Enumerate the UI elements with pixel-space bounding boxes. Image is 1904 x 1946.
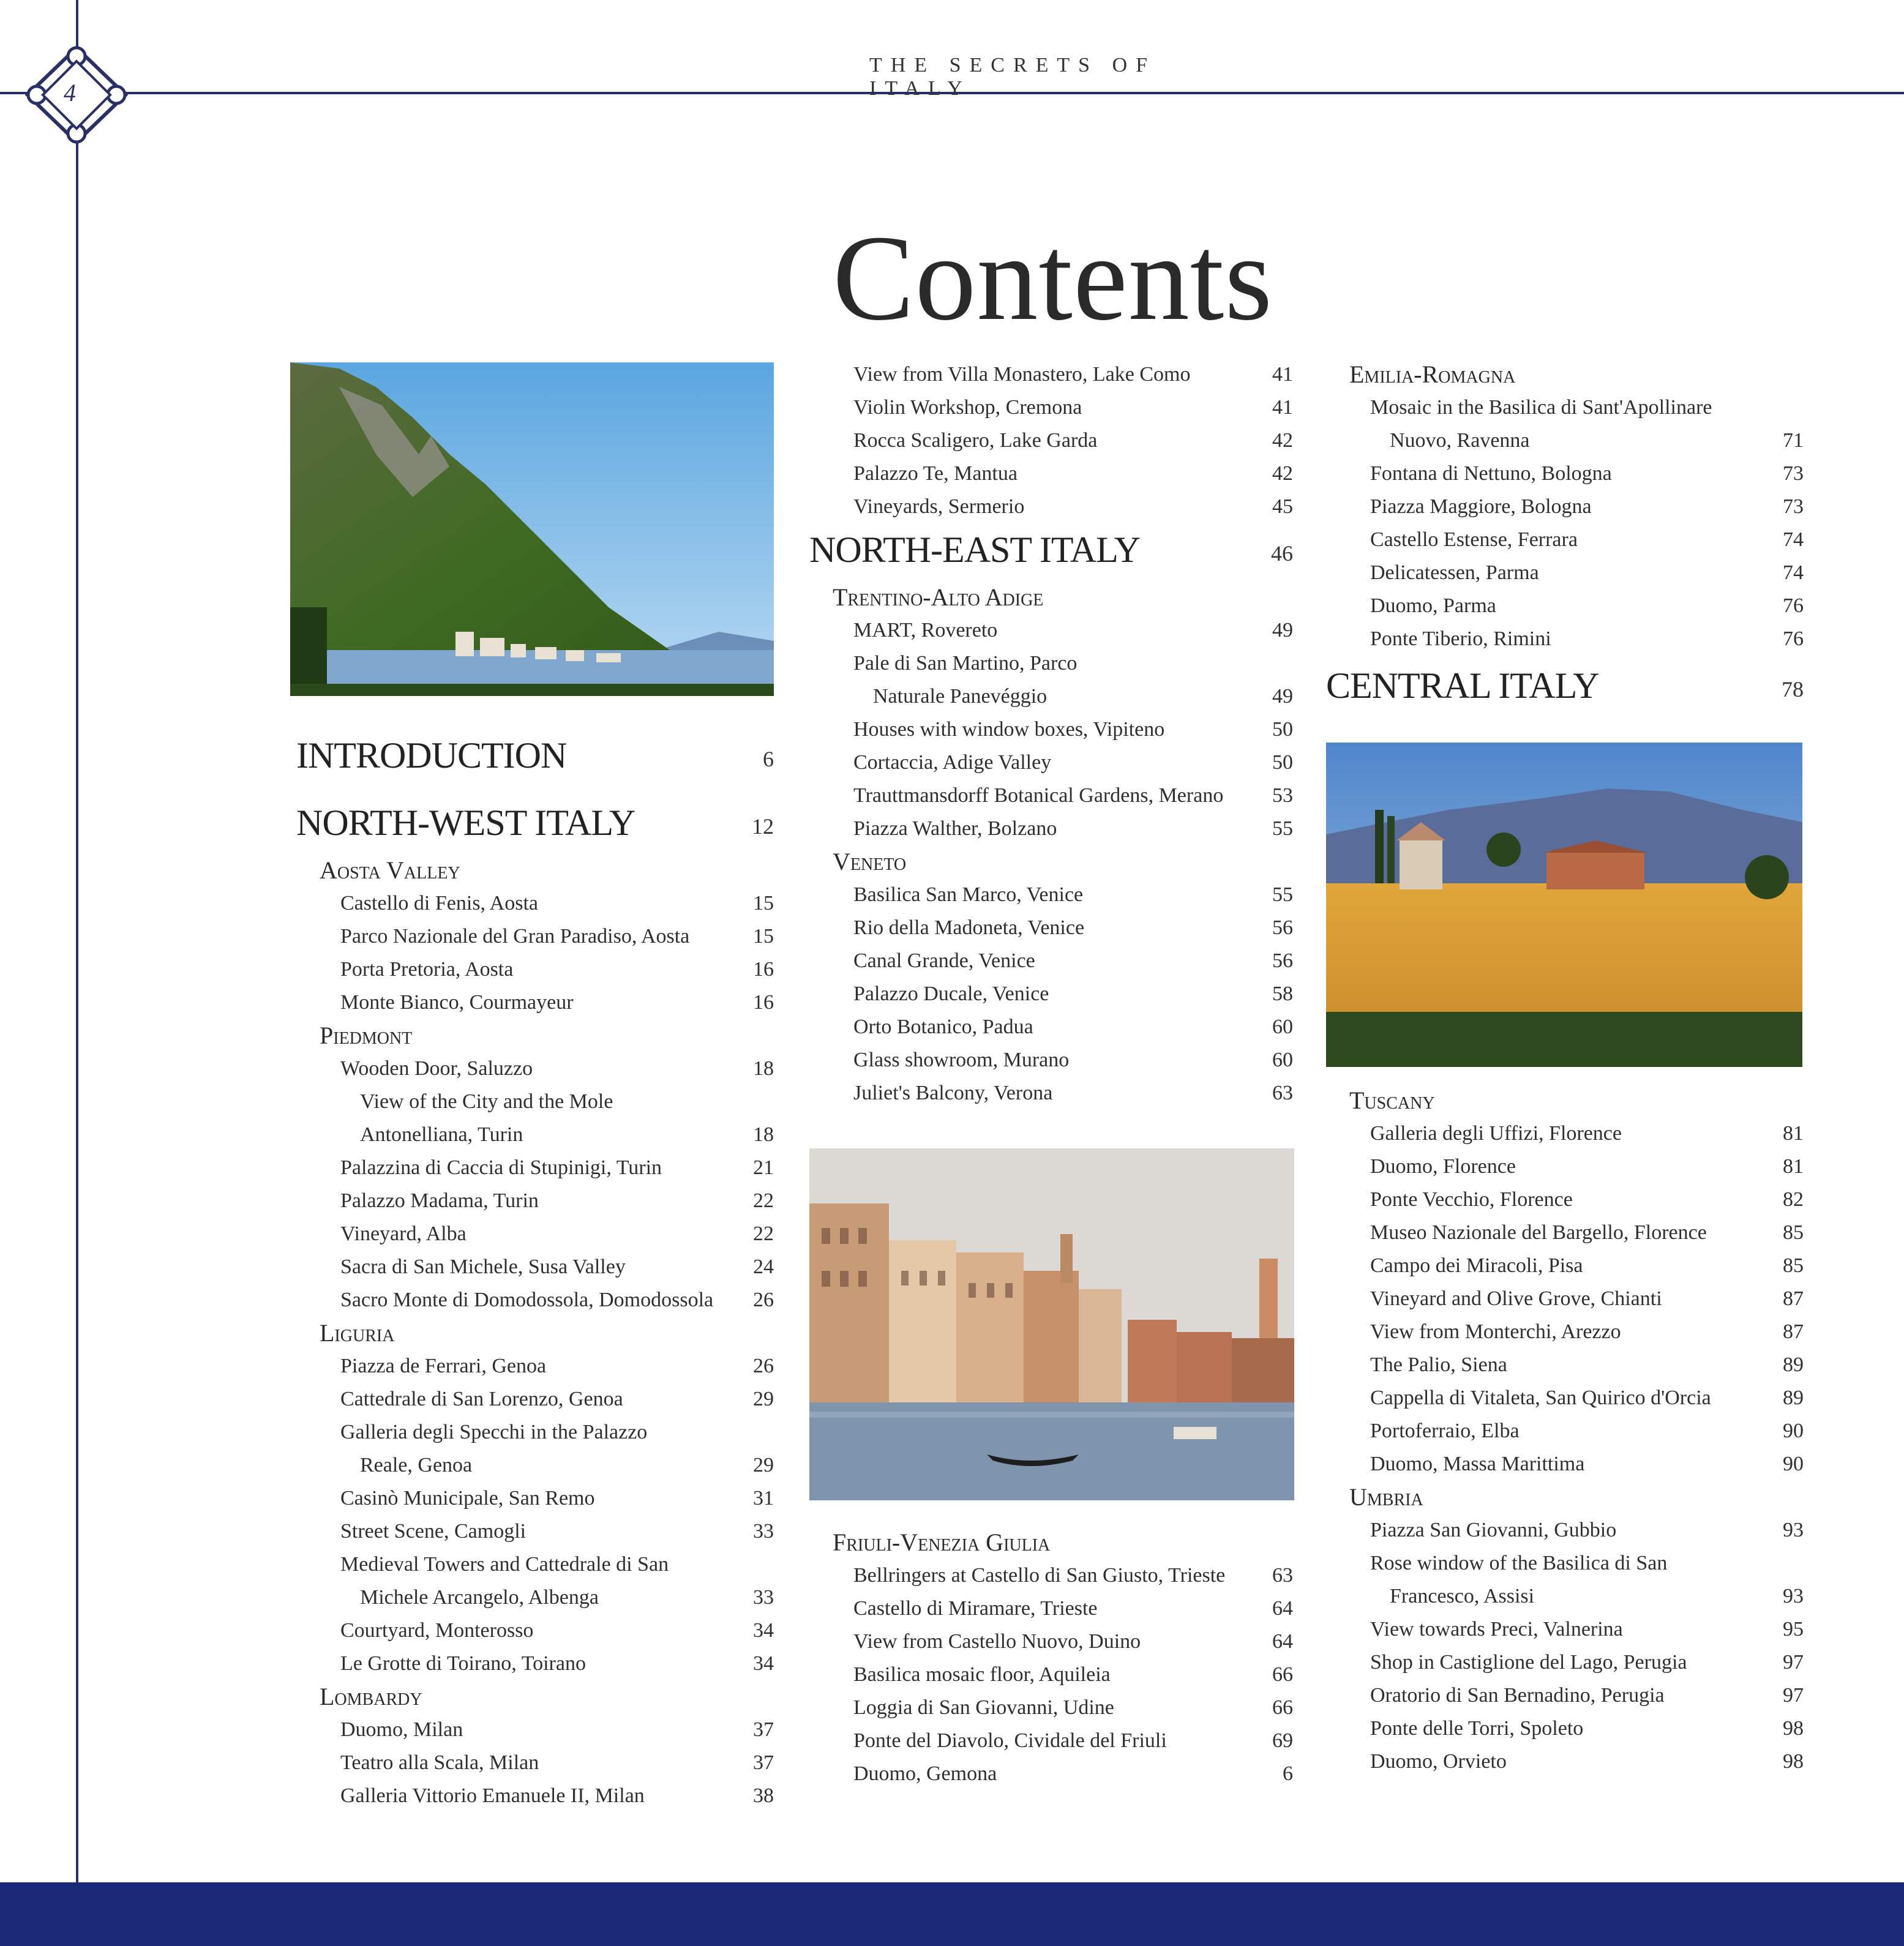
- toc-entry-page: 74: [1783, 528, 1804, 551]
- toc-entry[interactable]: [809, 878, 1299, 911]
- toc-entry-title: Nuovo, Ravenna: [1390, 429, 1530, 452]
- toc-entry[interactable]: [296, 1052, 780, 1085]
- toc-entry[interactable]: [296, 920, 780, 953]
- toc-section-central[interactable]: [1326, 656, 1810, 717]
- toc-entry[interactable]: [296, 953, 780, 986]
- toc-entry[interactable]: [809, 945, 1299, 978]
- entry-list: [1326, 391, 1810, 656]
- toc-entry-page: 50: [1272, 718, 1293, 741]
- toc-entry-title: Teatro alla Scala, Milan: [340, 1751, 539, 1774]
- toc-entry-title: Duomo, Orvieto: [1370, 1750, 1507, 1773]
- toc-entry[interactable]: [296, 1647, 780, 1680]
- toc-entry-title: View from Monterchi, Arezzo: [1370, 1320, 1621, 1343]
- entry-list: [296, 1052, 780, 1317]
- toc-entry-page: 49: [1272, 685, 1293, 708]
- toc-entry-page: 89: [1783, 1353, 1804, 1376]
- toc-entry[interactable]: [1326, 1415, 1810, 1448]
- toc-entry[interactable]: [809, 358, 1299, 391]
- toc-entry[interactable]: [296, 1581, 780, 1614]
- toc-entry-page: 69: [1272, 1729, 1293, 1752]
- toc-entry[interactable]: [296, 1218, 780, 1251]
- toc-entry[interactable]: [296, 1251, 780, 1284]
- region-lombardy: Lombardy: [320, 1683, 422, 1710]
- page-title: Contents: [833, 211, 1273, 346]
- section-page: 12: [752, 814, 774, 839]
- toc-entry-title: Sacro Monte di Domodossola, Domodossola: [340, 1289, 714, 1311]
- toc-entry-page: 73: [1783, 462, 1804, 485]
- toc-entry[interactable]: [1326, 1646, 1810, 1679]
- toc-entry-page: 49: [1272, 619, 1293, 642]
- toc-entry[interactable]: [1326, 1282, 1810, 1315]
- toc-entry[interactable]: [1326, 1183, 1810, 1216]
- toc-entry-page: 90: [1783, 1420, 1804, 1442]
- toc-entry-title: The Palio, Siena: [1370, 1353, 1507, 1376]
- toc-entry[interactable]: [809, 1044, 1299, 1077]
- toc-entry-title: Casinò Municipale, San Remo: [340, 1487, 595, 1510]
- toc-entry[interactable]: [1326, 1580, 1810, 1613]
- toc-entry-title: Duomo, Florence: [1370, 1155, 1516, 1178]
- toc-entry-title: Delicatessen, Parma: [1370, 561, 1539, 584]
- toc-entry-page: 16: [753, 958, 774, 981]
- toc-entry[interactable]: [1326, 1679, 1810, 1712]
- toc-entry[interactable]: [296, 1184, 780, 1218]
- toc-entry-page: 98: [1783, 1717, 1804, 1740]
- entry-list: [1326, 1514, 1810, 1778]
- toc-entry[interactable]: [809, 779, 1299, 812]
- toc-entry[interactable]: [296, 1614, 780, 1647]
- toc-entry-title: Antonelliana, Turin: [360, 1123, 523, 1146]
- toc-entry-page: 85: [1783, 1254, 1804, 1277]
- toc-entry[interactable]: [809, 1011, 1299, 1044]
- toc-entry[interactable]: [296, 1085, 780, 1118]
- region-friuli-venezia-giulia: Friuli-Venezia Giulia: [833, 1529, 1051, 1556]
- toc-entry-title: Glass showroom, Murano: [853, 1049, 1070, 1071]
- toc-entry-title: Palazzo Madama, Turin: [340, 1189, 539, 1212]
- toc-entry-page: 76: [1783, 627, 1804, 650]
- toc-entry[interactable]: [1326, 490, 1810, 523]
- toc-entry-page: 45: [1272, 495, 1293, 518]
- toc-entry-page: 18: [753, 1057, 774, 1080]
- toc-entry-page: 26: [753, 1289, 774, 1311]
- toc-entry-page: 97: [1783, 1651, 1804, 1674]
- entry-list: [809, 358, 1299, 523]
- toc-entry[interactable]: [809, 614, 1299, 647]
- toc-entry-title: Palazzo Te, Mantua: [853, 462, 1018, 485]
- toc-entry[interactable]: [809, 680, 1299, 713]
- region-veneto: Veneto: [833, 848, 907, 875]
- toc-entry-page: 63: [1272, 1564, 1293, 1587]
- toc-entry[interactable]: [1326, 623, 1810, 656]
- entry-list: [296, 1350, 780, 1680]
- toc-entry-title: Piazza Maggiore, Bologna: [1370, 495, 1592, 518]
- toc-entry-page: 66: [1272, 1663, 1293, 1686]
- toc-entry[interactable]: [809, 490, 1299, 523]
- toc-entry[interactable]: [1326, 424, 1810, 457]
- toc-entry[interactable]: [809, 457, 1299, 490]
- toc-entry-title: Michele Arcangelo, Albenga: [360, 1586, 599, 1609]
- toc-entry[interactable]: [1326, 556, 1810, 589]
- toc-entry[interactable]: [1326, 1382, 1810, 1415]
- photo-spacer: [1326, 717, 1810, 1084]
- toc-entry-page: 81: [1783, 1122, 1804, 1145]
- toc-entry[interactable]: [1326, 1117, 1810, 1150]
- toc-entry-page: 29: [753, 1388, 774, 1410]
- toc-entry-page: 82: [1783, 1188, 1804, 1211]
- toc-entry[interactable]: [809, 1625, 1299, 1658]
- toc-entry-page: 22: [753, 1222, 774, 1245]
- toc-entry[interactable]: [1326, 523, 1810, 556]
- toc-entry[interactable]: [296, 1779, 780, 1813]
- toc-entry-page: 73: [1783, 495, 1804, 518]
- toc-entry[interactable]: [1326, 589, 1810, 623]
- toc-entry-title: View towards Preci, Valnerina: [1370, 1618, 1623, 1641]
- toc-entry-page: 33: [753, 1586, 774, 1609]
- toc-entry-title: Piazza San Giovanni, Gubbio: [1370, 1519, 1617, 1541]
- toc-entry[interactable]: [296, 1482, 780, 1515]
- toc-entry-title: Galleria Vittorio Emanuele II, Milan: [340, 1784, 645, 1807]
- toc-entry-title: Shop in Castiglione del Lago, Perugia: [1370, 1651, 1687, 1674]
- toc-entry[interactable]: [296, 1713, 780, 1746]
- toc-entry-title: Castello di Fenis, Aosta: [340, 892, 538, 915]
- toc-entry-title: Violin Workshop, Cremona: [853, 396, 1082, 419]
- toc-entry[interactable]: [809, 647, 1299, 680]
- toc-entry-title: Mosaic in the Basilica di Sant'Apollinare: [1370, 396, 1712, 419]
- toc-entry[interactable]: [296, 986, 780, 1019]
- toc-entry-title: Cortaccia, Adige Valley: [853, 751, 1052, 774]
- toc-entry[interactable]: [809, 1592, 1299, 1625]
- toc-entry-title: Campo dei Miracoli, Pisa: [1370, 1254, 1583, 1277]
- toc-entry-title: Rocca Scaligero, Lake Garda: [853, 429, 1098, 452]
- toc-entry-page: 6: [1283, 1762, 1293, 1785]
- section-page: 78: [1782, 677, 1804, 702]
- toc-entry-page: 56: [1272, 949, 1293, 972]
- toc-entry-title: Sacra di San Michele, Susa Valley: [340, 1256, 626, 1278]
- toc-entry-page: 93: [1783, 1585, 1804, 1607]
- entry-list: [296, 887, 780, 1019]
- toc-entry[interactable]: [296, 1383, 780, 1416]
- toc-entry-page: 37: [753, 1751, 774, 1774]
- toc-entry-title: Street Scene, Camogli: [340, 1520, 527, 1543]
- toc-entry-title: Piazza Walther, Bolzano: [853, 817, 1057, 840]
- toc-entry[interactable]: [1326, 1514, 1810, 1547]
- toc-entry-title: Ponte delle Torri, Spoleto: [1370, 1717, 1584, 1740]
- toc-entry-title: Castello di Miramare, Trieste: [853, 1597, 1098, 1620]
- toc-entry[interactable]: [296, 1284, 780, 1317]
- toc-entry[interactable]: [296, 1416, 780, 1449]
- toc-entry-page: 97: [1783, 1684, 1804, 1707]
- toc-entry-title: Fontana di Nettuno, Bologna: [1370, 462, 1612, 485]
- toc-entry-page: 38: [753, 1784, 774, 1807]
- toc-entry-page: 60: [1272, 1016, 1293, 1038]
- region-trentino-alto-adige: Trentino-Alto Adige: [833, 583, 1044, 611]
- toc-entry-title: Loggia di San Giovanni, Udine: [853, 1696, 1114, 1719]
- toc-entry[interactable]: [809, 911, 1299, 945]
- toc-entry[interactable]: [809, 1724, 1299, 1757]
- toc-entry[interactable]: [1326, 1349, 1810, 1382]
- entry-list: [1326, 1117, 1810, 1481]
- toc-entry[interactable]: [1326, 457, 1810, 490]
- toc-entry[interactable]: [809, 1658, 1299, 1691]
- toc-entry-title: Ponte del Diavolo, Cividale del Friuli: [853, 1729, 1167, 1752]
- toc-entry-page: 26: [753, 1355, 774, 1377]
- toc-entry-page: 87: [1783, 1287, 1804, 1310]
- region-liguria: Liguria: [320, 1319, 395, 1347]
- toc-entry-title: Duomo, Massa Marittima: [1370, 1453, 1585, 1475]
- toc-entry-page: 90: [1783, 1453, 1804, 1475]
- region-aosta-valley: Aosta Valley: [320, 856, 460, 884]
- region-umbria: Umbria: [1349, 1483, 1423, 1511]
- toc-entry-page: 58: [1272, 982, 1293, 1005]
- photo-spacer: [809, 1110, 1299, 1526]
- toc-entry-page: 55: [1272, 817, 1293, 840]
- section-page: 6: [763, 747, 774, 771]
- toc-entry-title: View from Castello Nuovo, Duino: [853, 1630, 1141, 1653]
- toc-entry-title: Palazzina di Caccia di Stupinigi, Turin: [340, 1156, 662, 1179]
- toc-entry-title: Trauttmansdorff Botanical Gardens, Merano: [853, 784, 1224, 807]
- toc-entry[interactable]: [809, 1559, 1299, 1592]
- toc-entry[interactable]: [809, 713, 1299, 746]
- toc-entry[interactable]: [296, 1118, 780, 1151]
- toc-entry-page: 16: [753, 991, 774, 1014]
- toc-column-3: [1326, 358, 1810, 1778]
- entry-list: [809, 878, 1299, 1110]
- toc-entry[interactable]: [1326, 1547, 1810, 1580]
- toc-entry[interactable]: [809, 1691, 1299, 1724]
- toc-entry-title: Reale, Genoa: [360, 1454, 473, 1476]
- toc-entry-title: Medieval Towers and Cattedrale di San: [340, 1553, 669, 1576]
- toc-entry-page: 31: [753, 1487, 774, 1510]
- toc-entry-title: Palazzo Ducale, Venice: [853, 982, 1049, 1005]
- toc-entry-page: 41: [1272, 363, 1293, 386]
- toc-entry-page: 64: [1272, 1597, 1293, 1620]
- toc-entry[interactable]: [1326, 1150, 1810, 1183]
- toc-entry-title: Bellringers at Castello di San Giusto, Trieste: [853, 1564, 1226, 1587]
- toc-entry-title: Canal Grande, Venice: [853, 949, 1035, 972]
- toc-entry-page: 89: [1783, 1387, 1804, 1409]
- toc-entry-page: 76: [1783, 594, 1804, 617]
- running-head: THE SECRETS OF ITALY: [869, 54, 1156, 100]
- toc-entry-page: 55: [1272, 883, 1293, 906]
- toc-entry-title: Wooden Door, Saluzzo: [340, 1057, 533, 1080]
- toc-entry-page: 74: [1783, 561, 1804, 584]
- toc-entry-page: 15: [753, 925, 774, 948]
- toc-entry-title: Cappella di Vitaleta, San Quirico d'Orcia: [1370, 1387, 1711, 1409]
- toc-entry[interactable]: [1326, 1613, 1810, 1646]
- toc-entry-title: Porta Pretoria, Aosta: [340, 958, 514, 981]
- toc-entry-title: Castello Estense, Ferrara: [1370, 528, 1578, 551]
- toc-entry-page: 53: [1272, 784, 1293, 807]
- toc-entry-page: 63: [1272, 1082, 1293, 1104]
- toc-entry-title: Vineyard and Olive Grove, Chianti: [1370, 1287, 1662, 1310]
- toc-entry-title: Piazza de Ferrari, Genoa: [340, 1355, 547, 1377]
- toc-entry-page: 37: [753, 1718, 774, 1741]
- toc-entry-page: 15: [753, 892, 774, 915]
- toc-entry-title: Rose window of the Basilica di San: [1370, 1552, 1668, 1574]
- toc-entry[interactable]: [1326, 1315, 1810, 1349]
- toc-entry-title: View of the City and the Mole: [360, 1090, 613, 1113]
- toc-entry-page: 71: [1783, 429, 1804, 452]
- toc-entry-title: Galleria degli Uffizi, Florence: [1370, 1122, 1622, 1145]
- toc-entry-page: 22: [753, 1189, 774, 1212]
- toc-entry[interactable]: [809, 812, 1299, 845]
- bottom-color-band: [0, 1882, 1904, 1946]
- toc-entry-page: 29: [753, 1454, 774, 1476]
- toc-entry-title: Cattedrale di San Lorenzo, Genoa: [340, 1388, 623, 1410]
- toc-column-1: [296, 719, 780, 1813]
- region-piedmont: Piedmont: [320, 1022, 413, 1049]
- toc-entry-page: 56: [1272, 916, 1293, 939]
- toc-column-2: [809, 358, 1299, 1791]
- toc-entry-page: 42: [1272, 429, 1293, 452]
- entry-list: [809, 1559, 1299, 1791]
- toc-entry-title: Ponte Vecchio, Florence: [1370, 1188, 1573, 1211]
- toc-entry[interactable]: [809, 746, 1299, 779]
- entry-list: [809, 614, 1299, 845]
- toc-entry-title: Portoferraio, Elba: [1370, 1420, 1520, 1442]
- toc-entry-title: Oratorio di San Bernadino, Perugia: [1370, 1684, 1665, 1707]
- toc-entry-page: 50: [1272, 751, 1293, 774]
- toc-entry[interactable]: [296, 1746, 780, 1779]
- toc-entry[interactable]: [296, 1515, 780, 1548]
- toc-entry-title: Museo Nazionale del Bargello, Florence: [1370, 1221, 1707, 1244]
- toc-entry-title: Pale di San Martino, Parco: [853, 652, 1078, 675]
- toc-entry-title: Monte Bianco, Courmayeur: [340, 991, 574, 1014]
- toc-section-north-east[interactable]: [809, 523, 1299, 581]
- toc-entry-title: Rio della Madoneta, Venice: [853, 916, 1085, 939]
- toc-entry[interactable]: [1326, 1216, 1810, 1249]
- toc-entry[interactable]: [1326, 1249, 1810, 1282]
- section-name: NORTH-EAST ITALY: [809, 530, 1141, 570]
- toc-entry-title: Galleria degli Specchi in the Palazzo: [340, 1421, 648, 1443]
- toc-entry-title: Naturale Panevéggio: [873, 685, 1048, 708]
- toc-entry[interactable]: [296, 1449, 780, 1482]
- toc-entry-title: Vineyards, Sermerio: [853, 495, 1025, 518]
- toc-entry-title: Houses with window boxes, Vipiteno: [853, 718, 1165, 741]
- toc-entry[interactable]: [809, 1077, 1299, 1110]
- toc-entry-title: Francesco, Assisi: [1390, 1585, 1535, 1607]
- toc-entry[interactable]: [1326, 1712, 1810, 1745]
- toc-entry[interactable]: [1326, 1448, 1810, 1481]
- toc-entry-page: 21: [753, 1156, 774, 1179]
- toc-entry[interactable]: [809, 1757, 1299, 1791]
- toc-entry-page: 34: [753, 1652, 774, 1675]
- section-name: INTRODUCTION: [296, 735, 567, 776]
- toc-section-introduction[interactable]: [296, 719, 780, 787]
- toc-entry-title: Le Grotte di Toirano, Toirano: [340, 1652, 586, 1675]
- region-emilia-romagna: Emilia-Romagna: [1349, 361, 1516, 388]
- toc-entry-title: MART, Rovereto: [853, 619, 998, 642]
- section-name: CENTRAL ITALY: [1326, 665, 1599, 706]
- toc-entry-page: 81: [1783, 1155, 1804, 1178]
- toc-entry[interactable]: [1326, 391, 1810, 424]
- toc-entry-page: 24: [753, 1256, 774, 1278]
- toc-section-north-west[interactable]: [296, 787, 780, 854]
- page-number: 4: [64, 79, 76, 107]
- toc-entry-page: 93: [1783, 1519, 1804, 1541]
- toc-entry-page: 98: [1783, 1750, 1804, 1773]
- toc-entry-title: View from Villa Monastero, Lake Como: [853, 363, 1191, 386]
- toc-entry-title: Duomo, Parma: [1370, 594, 1496, 617]
- toc-entry[interactable]: [296, 1350, 780, 1383]
- toc-entry[interactable]: [296, 1548, 780, 1581]
- toc-entry-page: 18: [753, 1123, 774, 1146]
- toc-entry[interactable]: [296, 887, 780, 920]
- toc-entry-title: Courtyard, Monterosso: [340, 1619, 534, 1642]
- toc-entry-title: Basilica mosaic floor, Aquileia: [853, 1663, 1111, 1686]
- toc-entry-page: 42: [1272, 462, 1293, 485]
- toc-entry-title: Ponte Tiberio, Rimini: [1370, 627, 1551, 650]
- page-number-ornament-icon: [18, 43, 135, 147]
- margin-rule-vertical: [76, 0, 78, 1882]
- toc-entry-page: 66: [1272, 1696, 1293, 1719]
- toc-entry-page: 34: [753, 1619, 774, 1642]
- toc-entry-title: Juliet's Balcony, Verona: [853, 1082, 1053, 1104]
- toc-entry-page: 60: [1272, 1049, 1293, 1071]
- region-tuscany: Tuscany: [1349, 1087, 1435, 1114]
- toc-entry[interactable]: [809, 424, 1299, 457]
- toc-entry-title: Vineyard, Alba: [340, 1222, 467, 1245]
- toc-entry-page: 87: [1783, 1320, 1804, 1343]
- toc-entry-title: Orto Botanico, Padua: [853, 1016, 1033, 1038]
- toc-entry[interactable]: [809, 391, 1299, 424]
- toc-entry-title: Parco Nazionale del Gran Paradiso, Aosta: [340, 925, 690, 948]
- toc-entry[interactable]: [809, 978, 1299, 1011]
- toc-entry-page: 64: [1272, 1630, 1293, 1653]
- toc-entry[interactable]: [1326, 1745, 1810, 1778]
- toc-entry-title: Duomo, Gemona: [853, 1762, 997, 1785]
- entry-list: [296, 1713, 780, 1813]
- toc-entry-title: Duomo, Milan: [340, 1718, 463, 1741]
- section-name: NORTH-WEST ITALY: [296, 803, 635, 843]
- toc-entry-title: Basilica San Marco, Venice: [853, 883, 1084, 906]
- toc-entry-page: 95: [1783, 1618, 1804, 1641]
- lake-como-photo: [290, 362, 774, 696]
- toc-entry-page: 33: [753, 1520, 774, 1543]
- toc-entry[interactable]: [296, 1151, 780, 1184]
- toc-entry-page: 85: [1783, 1221, 1804, 1244]
- toc-entry-page: 41: [1272, 396, 1293, 419]
- section-page: 46: [1271, 541, 1293, 566]
